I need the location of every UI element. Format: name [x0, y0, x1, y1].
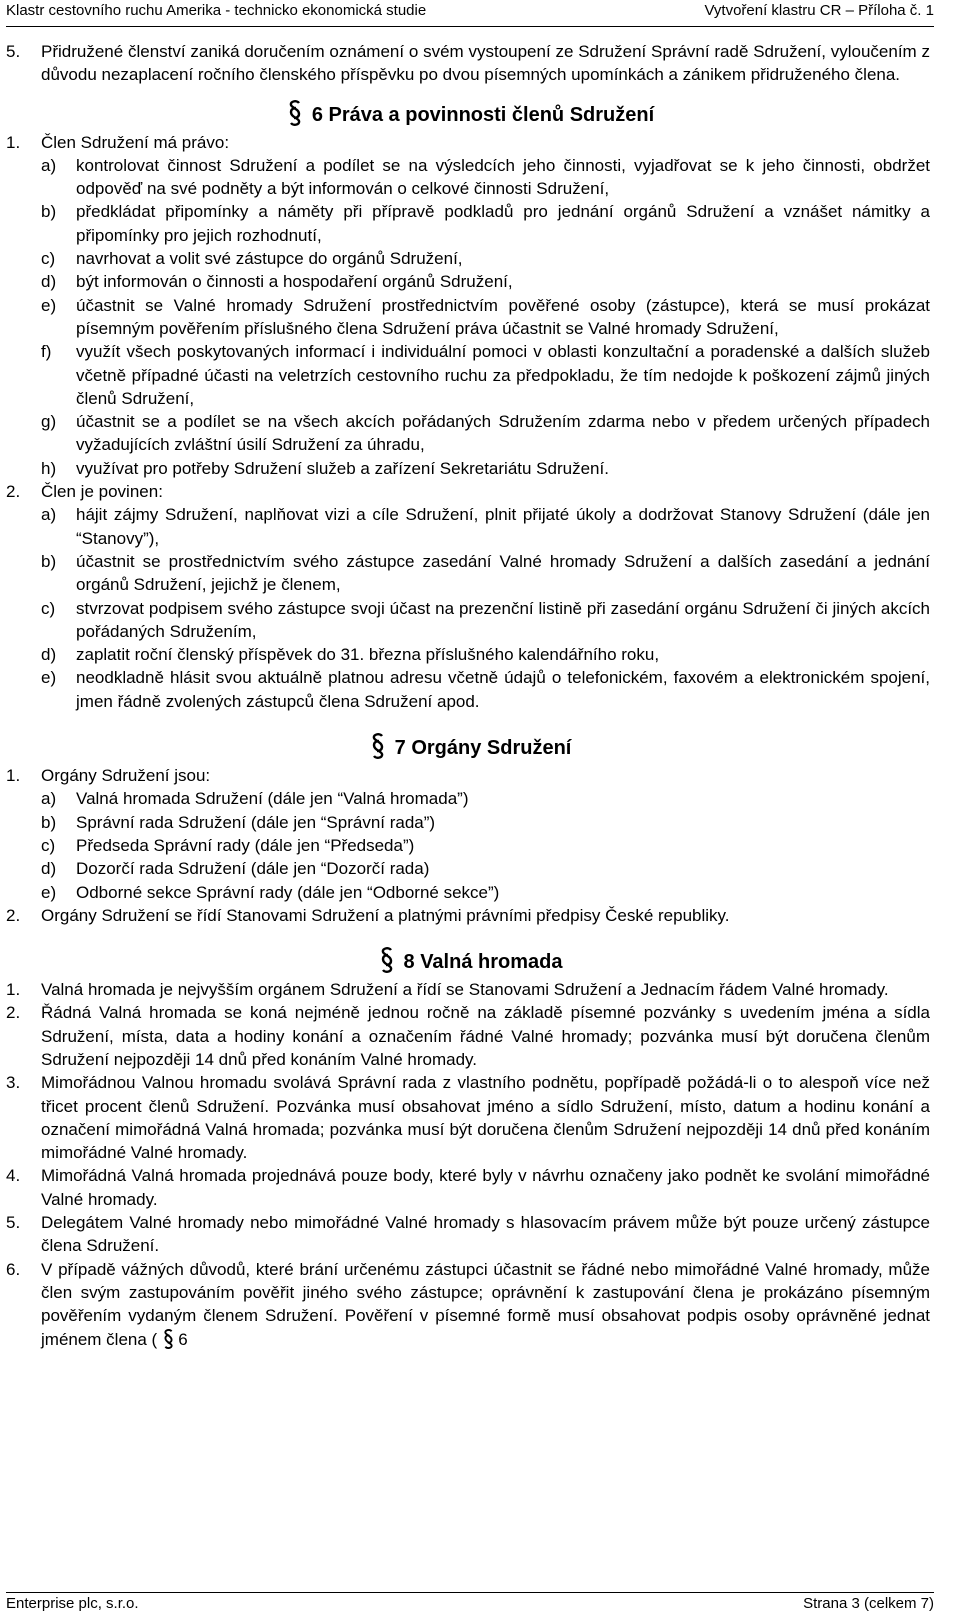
sub-item — [41, 410, 930, 457]
sub-item-text: účastnit se a podílet se na všech akcích pořádaných Sdružením zdarma nebo v předem určených případech vyžadujících zvláštní úsilí Sdružení za úhradu, — [76, 412, 930, 455]
sub-item — [41, 857, 930, 880]
sub-item — [41, 881, 930, 904]
sub-item-text: Odborné sekce Správní rady (dále jen “Odborné sekce”) — [76, 882, 500, 902]
sub-item-letter: h) — [41, 458, 57, 478]
sub-item — [41, 597, 930, 644]
sub-item-text: využít všech poskytovaných informací i individuální pomoci v oblasti konzultační a poradenské a dalších služeb včetně případné účasti na veletrzích cestovního ruchu za předpokladu, že tím nedojde k poškození zájmů jiných členů Sdružení, — [76, 342, 930, 408]
section-6-heading: 6 Práva a povinnosti členů Sdružení — [6, 99, 930, 131]
sub-item-letter: e) — [41, 882, 57, 902]
list-item-number: 2. — [6, 1003, 21, 1023]
sub-item-text: Správní rada Sdružení (dále jen “Správní rada”) — [76, 812, 436, 832]
list-item — [6, 1071, 930, 1164]
sub-item-text: účastnit se prostřednictvím svého zástupce zasedání Valné hromady Sdružení a dalších zasedání a jednání orgánů Sdružení, jejichž je členem, — [76, 551, 930, 595]
list-item: 5. Přidružené členství zaniká doručením oznámení o svém vystoupení ze Sdružení Správní radě Sdružení, vyloučením z důvodu nezaplacení ročního členského příspěvku po dvou písemných upomínkách a zánikem přidruženého člena. — [6, 42, 930, 85]
sub-item — [41, 294, 930, 341]
sub-item-text: stvrzovat podpisem svého zástupce svoji účast na prezenční listině při zasedání orgánu Sdružení či jiných akcích pořádaných Sdružením, — [76, 598, 930, 641]
sub-item — [41, 666, 930, 713]
list-item: 2. Člen je povinen: — [6, 482, 163, 502]
section-7-heading: 7 Orgány Sdružení — [6, 732, 930, 764]
sub-item — [41, 550, 930, 597]
sub-item-letter: d) — [41, 645, 57, 665]
sub-item-letter: f) — [41, 342, 52, 362]
sub-item-letter: a) — [41, 789, 57, 809]
sub-item — [41, 811, 930, 834]
sub-item-text: Valná hromada Sdružení (dále jen “Valná hromada”) — [76, 789, 469, 809]
list-item-text: V případě vážných důvodů, které brání určenému zástupci účastnit se řádné nebo mimořádné Valné hromady, může člen svým zastupováním pověřit jiného svého zástupce; oprávnění k zastupování člena je prokázáno písemným pověřením vydaným členem Sdružení. Pověření v písemné formě musí obsahovat podpis osoby oprávněné jednat jménem člena ( — [41, 1259, 930, 1349]
list-item: 1. Člen Sdružení má právo: — [6, 132, 230, 152]
list-item-text: Valná hromada je nejvyšším orgánem Sdružení a řídí se Stanovami Sdružení a Jednacím řádem Valné hromady. — [41, 980, 889, 1000]
sub-item — [41, 457, 930, 480]
sub-item-letter: a) — [41, 505, 57, 525]
sub-item-letter: g) — [41, 412, 57, 432]
document-body — [6, 40, 930, 1351]
sub-item-text: využívat pro potřeby Sdružení služeb a zařízení Sekretariátu Sdružení. — [76, 458, 609, 478]
list-item — [6, 1001, 930, 1071]
sub-item-text: být informován o činnosti a hospodaření orgánů Sdružení, — [76, 272, 513, 292]
duties-list — [6, 503, 930, 713]
section-sign-icon — [371, 733, 385, 765]
rights-list — [6, 154, 930, 480]
list-item-text: Mimořádnou Valnou hromadu svolává Správní rada z vlastního podnětu, popřípadě požádá-li o to alespoň více než třicet procent členů Sdružení. Pozvánka musí obsahovat jméno a sídlo Sdružení, místo, datum a hodinu konání a označení mimořádná Valná hromada; pozvánka musí být doručena členům Sdružení nejpozději 14 dnů před konáním mimořádné Valné hromady. — [41, 1073, 930, 1163]
list-item-text: Mimořádná Valná hromada projednává pouze body, které byly v návrhu označeny jako podnět ke svolání mimořádné Valné hromady. — [41, 1166, 930, 1209]
section-sign-icon — [380, 947, 394, 979]
sub-item — [41, 270, 930, 293]
sub-item-letter: d) — [41, 859, 57, 879]
list-item-number: 3. — [6, 1073, 21, 1093]
list-item: 1. Orgány Sdružení jsou: — [6, 766, 211, 786]
organs-list — [6, 787, 930, 903]
sub-item — [41, 247, 930, 270]
list-item-number: 6. — [6, 1259, 21, 1279]
paragraph-reference: 6 — [178, 1329, 188, 1349]
list-item-number: 1. — [6, 980, 21, 1000]
list-item-text: Delegátem Valné hromady nebo mimořádné Valné hromady s hlasovacím právem může být pouze určený zástupce člena Sdružení. — [41, 1213, 930, 1256]
page-header — [6, 0, 934, 27]
sub-item-text: neodkladně hlásit svou aktuálně platnou adresu včetně údajů o telefonickém, faxovém a elektronickém spojení, jmen řádně zvolených zástupců člena Sdružení apod. — [76, 668, 930, 711]
sub-item-letter: b) — [41, 202, 57, 222]
section-sign-icon — [163, 1330, 174, 1349]
sub-item — [41, 340, 930, 410]
general-meeting-list — [6, 978, 930, 1351]
list-item — [6, 978, 930, 1001]
list-item — [6, 1258, 930, 1351]
header-title: Klastr cestovního ruchu Amerika - technicko ekonomická studie — [6, 2, 427, 19]
page-footer — [6, 1592, 934, 1615]
sub-item-letter: a) — [41, 155, 57, 175]
section-8-heading: 8 Valná hromada — [6, 946, 930, 978]
sub-item — [41, 787, 930, 810]
sub-item — [41, 503, 930, 550]
sub-item-letter: e) — [41, 668, 57, 688]
sub-item-letter: b) — [41, 812, 57, 832]
sub-item-letter: b) — [41, 551, 57, 571]
sub-item-text: účastnit se Valné hromady Sdružení prostřednictvím pověřené osoby (zástupce), která se musí prokázat písemným pověřením příslušného člena Sdružení práva účastnit se Valné hromady Sdružení, — [76, 295, 930, 338]
list-item-text: Řádná Valná hromada se koná nejméně jednou ročně na základě písemné pozvánky s uvedením jména a sídla Sdružení, místa, data a hodiny konání a označením řádné Valné hromady; pozvánka musí být doručena členům Sdružení nejpozději 14 dnů před konáním Valné hromady. — [41, 1003, 930, 1069]
sub-item-text: navrhovat a volit své zástupce do orgánů Sdružení, — [76, 249, 463, 269]
footer-page-number: Strana 3 (celkem 7) — [803, 1595, 934, 1612]
sub-item-text: hájit zájmy Sdružení, naplňovat vizi a cíle Sdružení, plnit přijaté úkoly a dodržovat Stanovy Sdružení (dále jen “Stanovy”), — [76, 505, 930, 548]
list-item — [6, 1164, 930, 1211]
list-item: 2. Orgány Sdružení se řídí Stanovami Sdružení a platnými právními předpisy České republiky. — [6, 905, 730, 925]
sub-item — [41, 643, 930, 666]
sub-item-letter: c) — [41, 835, 56, 855]
sub-item — [41, 200, 930, 247]
sub-item-text: kontrolovat činnost Sdružení a podílet se na výsledcích jeho činnosti, vyjadřovat se k jeho činnosti, obdržet odpověď na své podněty a být informován o celkové činnosti Sdružení, — [76, 155, 930, 199]
section-sign-icon — [288, 100, 302, 132]
list-item — [6, 1211, 930, 1258]
sub-item-letter: c) — [41, 598, 56, 618]
list-item-number: 4. — [6, 1166, 21, 1186]
sub-item-text: Dozorčí rada Sdružení (dále jen “Dozorčí rada) — [76, 859, 430, 879]
sub-item-letter: e) — [41, 295, 57, 315]
sub-item — [41, 154, 930, 201]
sub-item-letter: d) — [41, 272, 57, 292]
sub-item-text: Předseda Správní rady (dále jen “Předseda”) — [76, 835, 415, 855]
header-appendix: Vytvoření klastru CR – Příloha č. 1 — [704, 2, 934, 19]
sub-item — [41, 834, 930, 857]
footer-company: Enterprise plc, s.r.o. — [6, 1595, 139, 1612]
sub-item-text: zaplatit roční členský příspěvek do 31. března příslušného kalendářního roku, — [76, 645, 660, 665]
list-item-number: 5. — [6, 1213, 21, 1233]
sub-item-text: předkládat připomínky a náměty při přípravě podkladů pro jednání orgánů Sdružení a vznášet námitky a připomínky pro jejich rozhodnutí, — [76, 202, 930, 245]
sub-item-letter: c) — [41, 249, 56, 269]
